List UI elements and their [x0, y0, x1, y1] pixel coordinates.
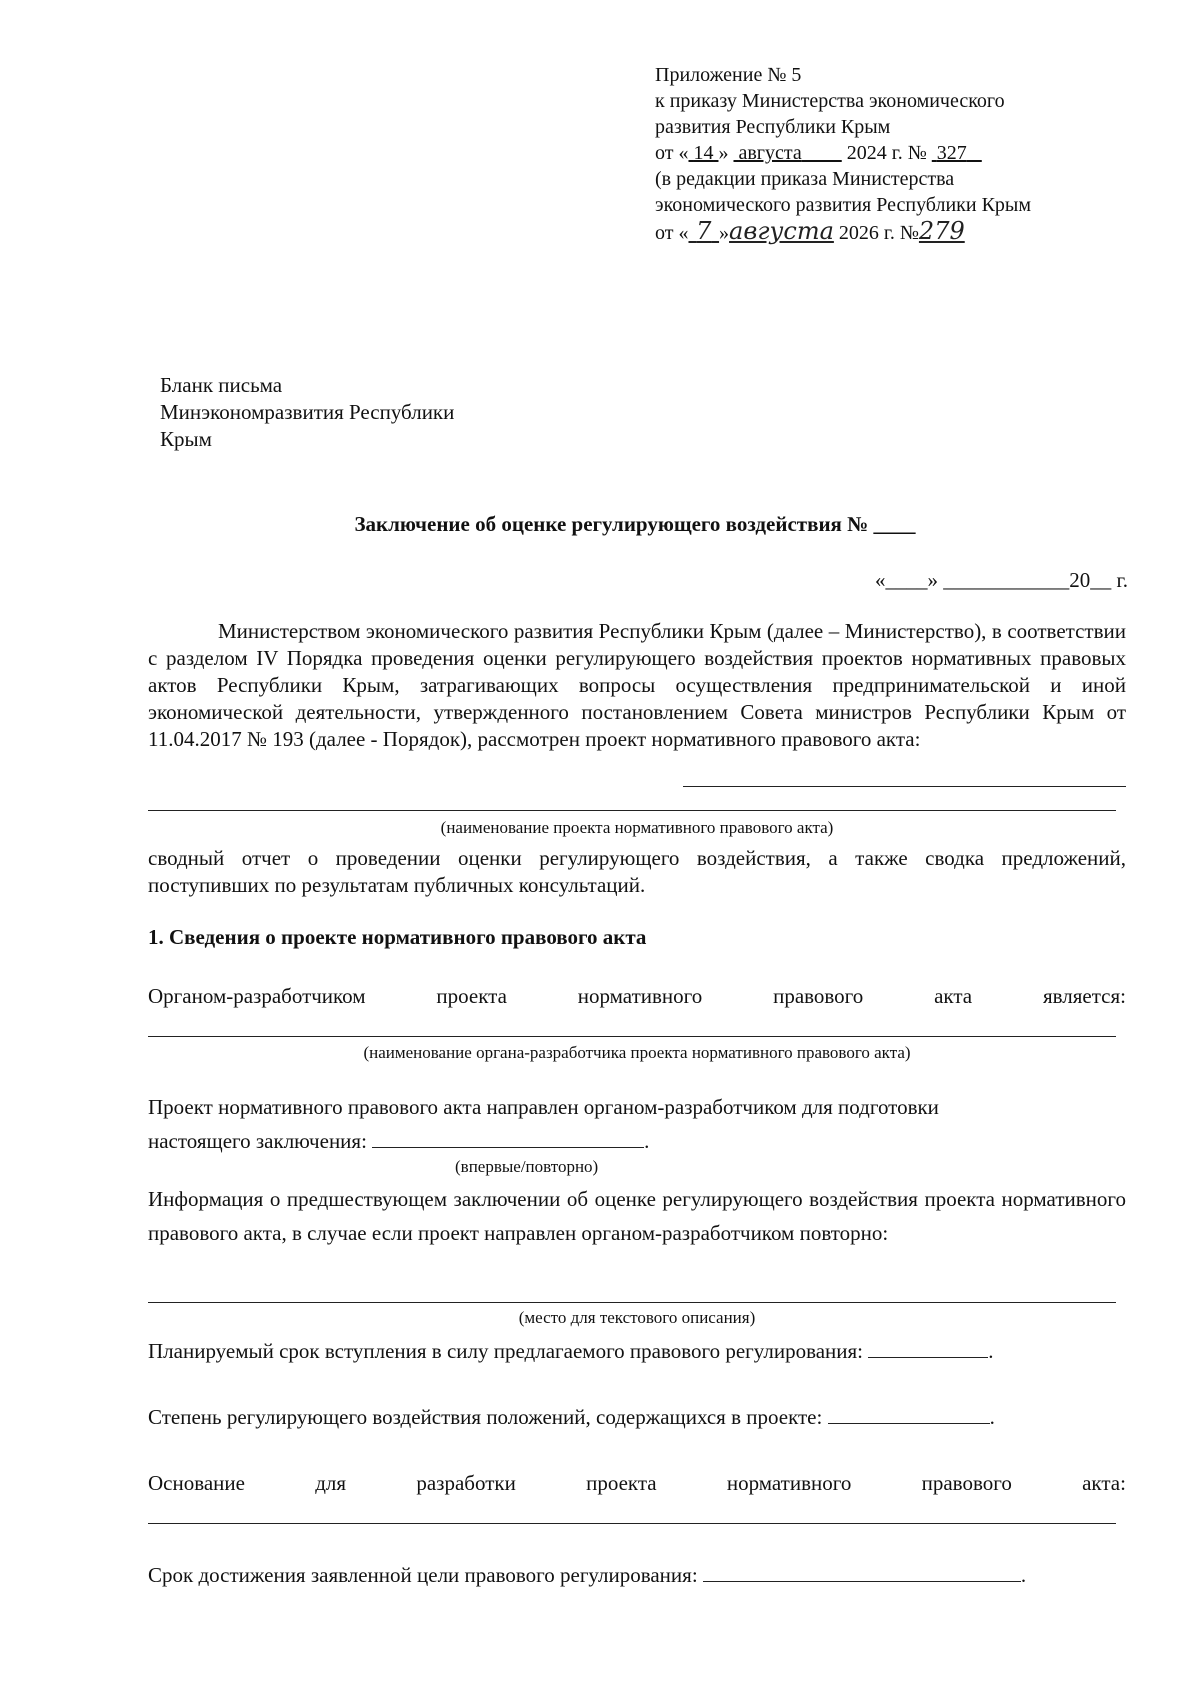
previous-conclusion-paragraph: Информация о предшествующем заключении об оценке регулирующего воздействия проекта нормативного правового акта, в случае если проект направлен органом-разработчиком повторно: [148, 1187, 1126, 1245]
document-date-line: «____» ____________20__ г. [875, 568, 1128, 592]
developer-line: Органом-разработчиком проекта нормативного правового акта является: [148, 984, 1126, 1008]
developer-blank [148, 1036, 1116, 1037]
handwritten-month: августа [729, 217, 834, 245]
planned-term-line: Планируемый срок вступления в силу предлагаемого правового регулирования: . [148, 1339, 994, 1363]
previous-conclusion-blank [148, 1302, 1116, 1303]
appendix-order-ref: к приказу Министерства экономического [655, 90, 1005, 112]
previous-conclusion-caption: (место для текстового описания) [518, 1308, 756, 1327]
letterhead-line3: Крым [160, 427, 212, 451]
sent-blank [372, 1129, 644, 1148]
intro-continuation: сводный отчет о проведении оценки регулирующего воздействия, а также сводка предложений, поступивших по результатам публичных консультаций. [148, 846, 1126, 897]
degree-blank [828, 1405, 990, 1424]
sent-caption: (впервые/повторно) [455, 1157, 599, 1176]
appendix-ministry: развития Республики Крым [655, 116, 891, 138]
letterhead-line2: Минэкономразвития Республики [160, 400, 455, 424]
appendix-order-date: от « 14 » августа 2024 г. № 327 [655, 142, 967, 164]
basis-line: Основание для разработки проекта нормативного правового акта: [148, 1471, 1126, 1495]
letterhead-placeholder [160, 372, 454, 453]
letterhead-line1: Бланк письма [160, 373, 283, 397]
appendix-number: Приложение № 5 [655, 64, 802, 86]
project-name-blank [683, 786, 1126, 787]
amendment-ministry: экономического развития Республики Крым [655, 194, 1032, 216]
sent-line-1: Проект нормативного правового акта направлен органом-разработчиком для подготовки [148, 1095, 939, 1119]
planned-term-blank [868, 1339, 988, 1358]
degree-line: Степень регулирующего воздействия положений, содержащихся в проекте: . [148, 1405, 995, 1429]
goal-term-line: Срок достижения заявленной цели правового регулирования: . [148, 1563, 1027, 1587]
document-title: Заключение об оценке регулирующего воздействия № ____ [354, 512, 916, 536]
developer-caption: (наименование органа-разработчика проекта нормативного правового акта) [363, 1043, 911, 1062]
amendment-note: (в редакции приказа Министерства [655, 168, 955, 190]
sent-line-2: настоящего заключения: . [148, 1129, 650, 1153]
intro-paragraph: Министерством экономического развития Республики Крым (далее – Министерство), в соответствии с разделом IV Порядка проведения оценки регулирующего воздействия проектов нормативных правовых актов Республики Крым, затрагивающих вопросы осуществления предпринимательской и иной экономической деятельности, утвержденного постановлением Совета министров Республики Крым от 11.04.2017 № 193 (далее - Порядок), рассмотрен проект нормативного правового акта: [148, 619, 1126, 751]
amendment-order-date: от « 7 »августа 2026 г. №279 [655, 217, 965, 245]
appendix-header [655, 62, 1031, 246]
section-1-heading: 1. Сведения о проекте нормативного правового акта [148, 925, 647, 949]
project-name-caption: (наименование проекта нормативного правового акта) [440, 818, 834, 837]
sent-paragraph [148, 1090, 1126, 1158]
goal-term-blank [703, 1563, 1021, 1582]
handwritten-number: 279 [918, 217, 965, 245]
project-name-blank-2 [148, 810, 1116, 811]
basis-blank [148, 1523, 1116, 1524]
